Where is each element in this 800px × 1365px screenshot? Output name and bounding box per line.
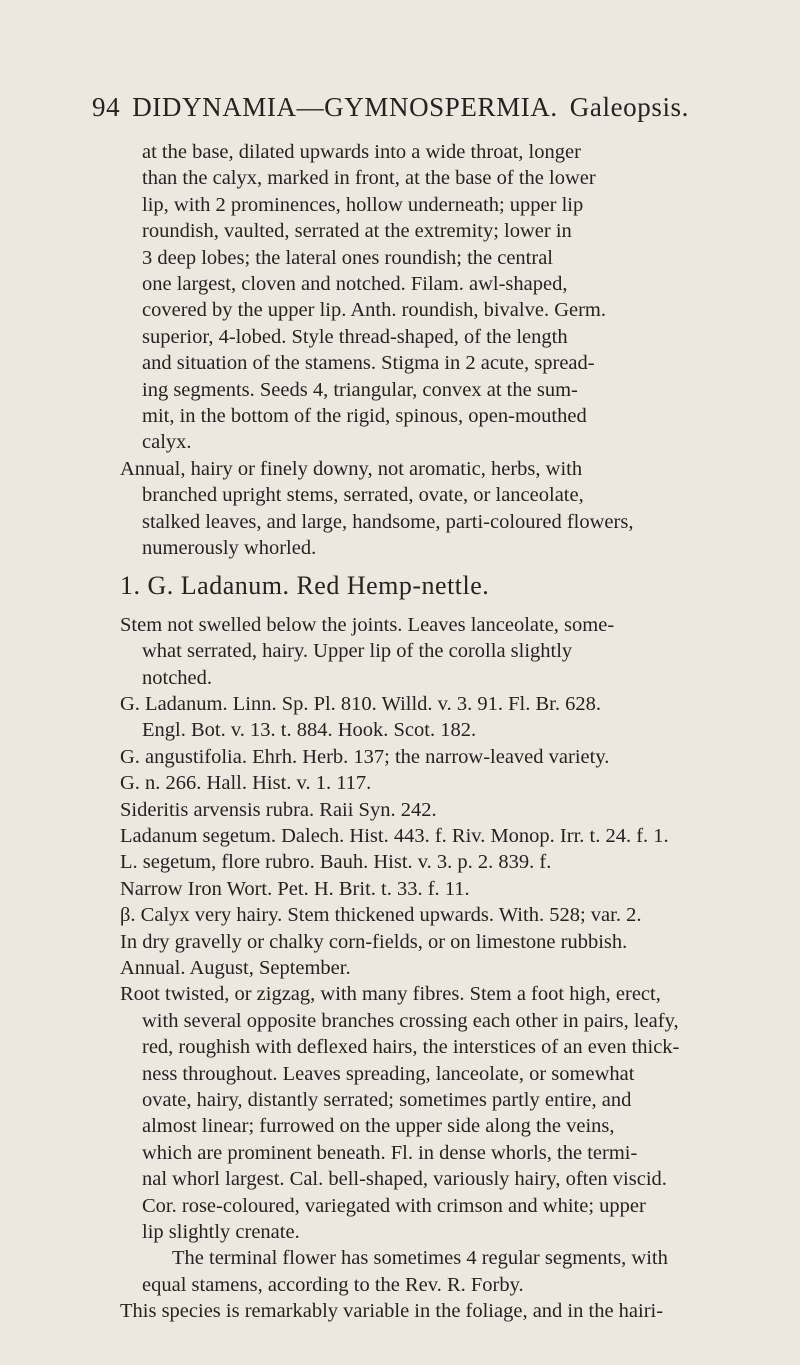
text-line: notched. bbox=[142, 666, 213, 689]
text-line: at the base, dilated upwards into a wide throat, longer bbox=[142, 141, 581, 163]
text-line: equal stamens, according to the Rev. R. Forby. bbox=[142, 1273, 524, 1296]
text-line: ing segments. Seeds 4, triangular, convex at the sum- bbox=[142, 378, 578, 401]
text-line: G. n. 266. Hall. Hist. v. 1. 117. bbox=[120, 772, 372, 795]
page-number: 94 bbox=[92, 92, 121, 122]
text-line: mit, in the bottom of the rigid, spinous, open-mouthed bbox=[142, 405, 587, 427]
text-line: Annual. August, September. bbox=[120, 957, 351, 979]
text-line: lip, with 2 prominences, hollow underneath; upper lip bbox=[142, 193, 584, 216]
text-line: one largest, cloven and notched. Filam. awl-shaped, bbox=[142, 273, 568, 295]
text-line: G. Ladanum. Linn. Sp. Pl. 810. Willd. v. 3. 91. Fl. Br. 628. bbox=[120, 693, 601, 715]
text-line: L. segetum, flore rubro. Bauh. Hist. v. 3. p. 2. 839. f. bbox=[120, 851, 552, 874]
text-line: Sideritis arvensis rubra. Raii Syn. 242. bbox=[120, 798, 437, 821]
text-line: Root twisted, or zigzag, with many fibres. Stem a foot high, erect, bbox=[120, 983, 661, 1006]
text-line: ovate, hairy, distantly serrated; sometimes partly entire, and bbox=[142, 1089, 632, 1111]
running-header bbox=[92, 92, 689, 123]
text-line: roundish, vaulted, serrated at the extremity; lower in bbox=[142, 220, 572, 243]
species-heading: 1. G. Ladanum. Red Hemp-nettle. bbox=[120, 571, 490, 601]
text-line: almost linear; furrowed on the upper side along the veins, bbox=[142, 1115, 615, 1138]
text-line: This species is remarkably variable in the foliage, and in the hairi- bbox=[120, 1300, 664, 1323]
text-line: nal whorl largest. Cal. bell-shaped, variously hairy, often viscid. bbox=[142, 1168, 667, 1191]
text-line: than the calyx, marked in front, at the base of the lower bbox=[142, 167, 596, 190]
text-line: branched upright stems, serrated, ovate, or lanceolate, bbox=[142, 484, 584, 507]
text-line: stalked leaves, and large, handsome, parti-coloured flowers, bbox=[142, 510, 634, 533]
text-line: ness throughout. Leaves spreading, lanceolate, or somewhat bbox=[142, 1062, 635, 1085]
text-line: Cor. rose-coloured, variegated with crimson and white; upper bbox=[142, 1194, 646, 1217]
text-line: β. Calyx very hairy. Stem thickened upwards. With. 528; var. 2. bbox=[120, 904, 642, 927]
text-line: superior, 4-lobed. Style thread-shaped, of the length bbox=[142, 325, 568, 348]
section-title: DIDYNAMIA—GYMNOSPERMIA. bbox=[132, 92, 558, 122]
text-line: Annual, hairy or finely downy, not aromatic, herbs, with bbox=[120, 457, 583, 480]
text-line: covered by the upper lip. Anth. roundish, bivalve. Germ. bbox=[142, 299, 606, 322]
text-line: In dry gravelly or chalky corn-fields, or on limestone rubbish. bbox=[120, 930, 628, 953]
text-line: Narrow Iron Wort. Pet. H. Brit. t. 33. f. 11. bbox=[120, 877, 470, 900]
text-line: The terminal flower has sometimes 4 regular segments, with bbox=[172, 1247, 668, 1270]
text-line: red, roughish with deflexed hairs, the interstices of an even thick- bbox=[142, 1036, 680, 1059]
text-line: lip slightly crenate. bbox=[142, 1221, 300, 1243]
text-line: with several opposite branches crossing each other in pairs, leafy, bbox=[142, 1009, 679, 1032]
text-line: which are prominent beneath. Fl. in dense whorls, the termi- bbox=[142, 1141, 638, 1164]
text-line: 3 deep lobes; the lateral ones roundish; the central bbox=[142, 246, 554, 269]
text-line: what serrated, hairy. Upper lip of the corolla slightly bbox=[142, 640, 573, 663]
text-line: calyx. bbox=[142, 431, 192, 454]
genus-name: Galeopsis. bbox=[569, 92, 690, 122]
text-line: Engl. Bot. v. 13. t. 884. Hook. Scot. 182. bbox=[142, 719, 477, 742]
text-line: G. angustifolia. Ehrh. Herb. 137; the narrow-leaved variety. bbox=[120, 745, 610, 768]
text-line: Stem not swelled below the joints. Leaves lanceolate, some- bbox=[120, 613, 615, 636]
text-line: Ladanum segetum. Dalech. Hist. 443. f. Riv. Monop. Irr. t. 24. f. 1. bbox=[120, 825, 669, 847]
text-line: numerously whorled. bbox=[142, 537, 317, 559]
text-line: and situation of the stamens. Stigma in 2 acute, spread- bbox=[142, 352, 595, 375]
